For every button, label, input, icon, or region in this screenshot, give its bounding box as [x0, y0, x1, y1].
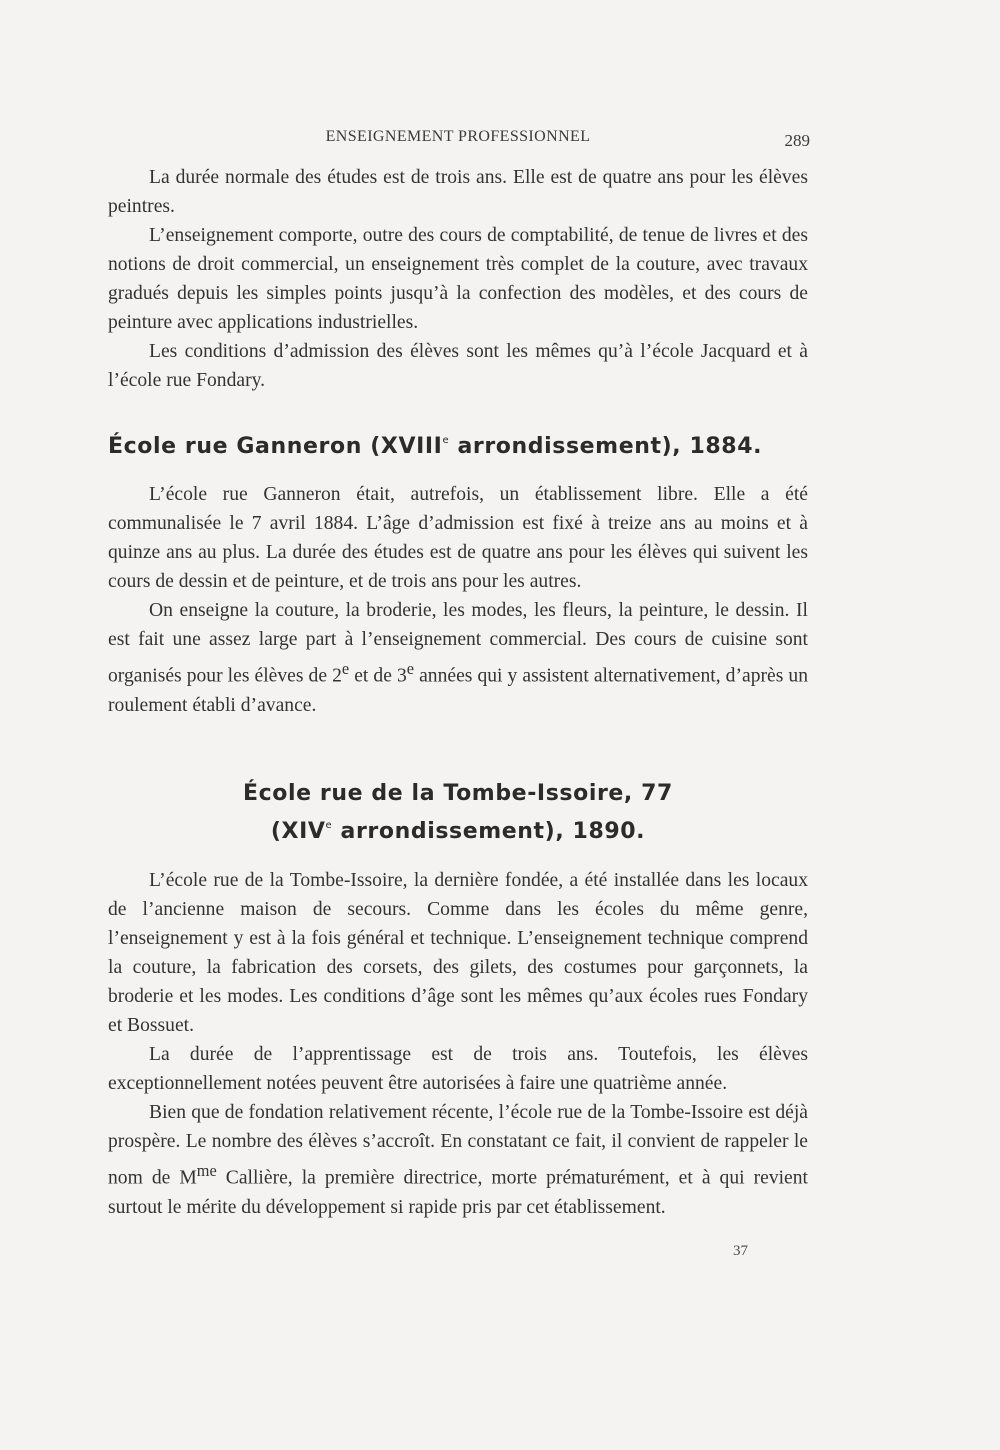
intro-paragraph-2: L’enseignement comporte, outre des cours de comptabilité, de tenue de livres et des notions de droit commercial, un enseignement très complet de la couture, avec travaux gradués depuis les simples points jusqu’à la confection des modèles, et des cours de peinture avec applications industrielles.: [108, 225, 808, 333]
section-heading-ganneron: [108, 425, 808, 463]
running-head: [108, 128, 808, 152]
intro-text-block: [108, 163, 808, 395]
ganneron-paragraph-1: L’école rue Ganneron était, autrefois, un établissement libre. Elle a été communalisée le 7 avril 1884. L’âge d’admission est fixé à treize ans au moins et à quinze ans au plus. La durée des études est de quatre ans pour les élèves qui suivent les cours de dessin et de peinture, et de trois ans pour les autres.: [108, 484, 808, 592]
intro-paragraph-3: Les conditions d’admission des élèves sont les mêmes qu’à l’école Jacquard et à l’école rue Fondary.: [108, 341, 808, 391]
signature-mark: 37: [733, 1243, 748, 1259]
tombe-issoire-paragraph-3: [108, 1098, 808, 1222]
ganneron-paragraph-2: [108, 596, 808, 720]
tombe-issoire-heading-text-end: arrondissement), 1890.: [332, 819, 646, 844]
running-title: ENSEIGNEMENT PROFESSIONNEL: [325, 128, 591, 145]
tombe-issoire-paragraph-2: La durée de l’apprentissage est de trois ans. Toutefois, les élèves exceptionnellement notées peuvent être autorisées à faire une quatrième année.: [108, 1044, 808, 1094]
tombe-issoire-paragraph-3-part-2: Callière, la première directrice, morte prématurément, et à qui revient surtout le mérite du développement si rapide pris par cet établissement.: [108, 1167, 808, 1218]
ganneron-paragraph-2-part-1: On enseigne la couture, la broderie, les modes, les fleurs, la peinture, le dessin. Il est fait une assez large part à l’enseignement commercial. Des cours de cuisine sont organisés pour les élèves de 2: [108, 600, 808, 687]
tombe-issoire-text-block: [108, 866, 808, 1222]
ordinal-2e: e: [341, 659, 350, 678]
tombe-issoire-paragraph-3-part-1: Bien que de fondation relativement récente, l’école rue de la Tombe-Issoire est déjà prospère. Le nombre des élèves s’accroît. En constatant ce fait, il convient de rappeler le nom de M: [108, 1102, 808, 1189]
tombe-issoire-heading-line-1: École rue de la Tombe-Issoire, 77: [243, 781, 673, 806]
ganneron-text-block: [108, 480, 808, 720]
tombe-issoire-heading-text-start: (XIV: [270, 819, 326, 844]
tombe-issoire-paragraph-1: L’école rue de la Tombe-Issoire, la dernière fondée, a été installée dans les locaux de l’ancienne maison de secours. Comme dans les écoles du même genre, l’enseignement y est à la fois général et technique. L’enseignement technique comprend la couture, la fabrication des corsets, des gilets, des costumes pour garçonnets, la broderie et les modes. Les conditions d’âge sont les mêmes qu’aux écoles rues Fondary et Bossuet.: [108, 870, 808, 1036]
ganneron-heading-ordinal: e: [442, 435, 450, 446]
page-number: 289: [784, 131, 810, 150]
madame-abbreviation: me: [196, 1161, 217, 1180]
intro-paragraph-1: La durée normale des études est de trois ans. Elle est de quatre ans pour les élèves peintres.: [108, 167, 808, 217]
ganneron-paragraph-2-part-2: et de 3: [349, 665, 407, 687]
ordinal-3e: e: [406, 659, 415, 678]
ganneron-heading-text-end: arrondissement), 1884.: [449, 434, 763, 459]
ganneron-paragraph-2-part-3: années qui y assistent alternativement, d’après un roulement établi d’avance.: [108, 665, 808, 716]
tombe-issoire-heading-ordinal: e: [325, 820, 333, 831]
ganneron-heading-text-start: École rue Ganneron (XVIII: [108, 434, 443, 459]
section-heading-tombe-issoire: [108, 778, 808, 848]
tombe-issoire-heading-line-2: [108, 810, 808, 848]
